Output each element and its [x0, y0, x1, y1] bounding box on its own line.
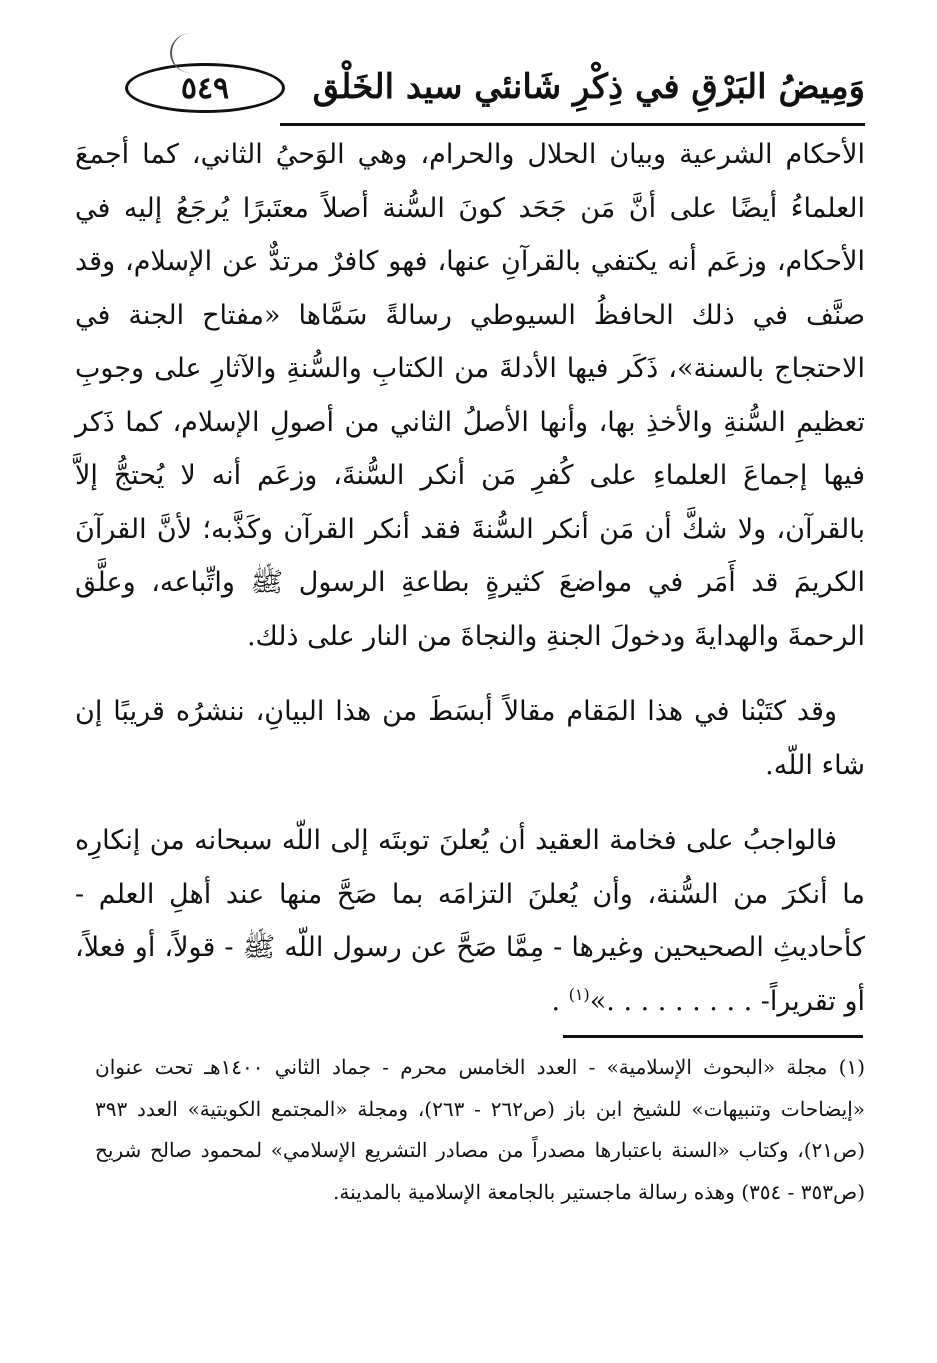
header-divider: [280, 123, 865, 126]
main-text: [75, 128, 865, 1028]
paragraph: وقد كتَبْنا في هذا المَقام مقالاً أبسَطَ من هذا البيانِ، ننشرُه قريبًا إن شاء اللّه.: [75, 696, 865, 781]
book-title: وَمِيضُ البَرْقِ في ذِكْرِ شَانئي سيد الخَلْق: [312, 67, 865, 107]
page-number: ٥٤٩: [180, 70, 230, 106]
footnote-divider: [563, 1035, 863, 1038]
ornament-curve: [170, 33, 212, 73]
footnote-reference: (١): [568, 984, 590, 1004]
footnote-text: (١) مجلة «البحوث الإسلامية» - العدد الخامس محرم - جماد الثاني ١٤٠٠هـ تحت عنوان «إيضاحات وتنبيهات» للشيخ ابن باز (ص٢٦٢ - ٢٦٣)، ومجلة «المجتمع الكويتية» العدد ٣٩٣ (ص٢١)، وكتاب «السنة باعتبارها مصدراً من مصادر التشريع الإسلامي» لمحمود صالح شريح (ص٣٥٣ - ٣٥٤) وهذه رسالة ماجستير بالجامعة الإسلامية بالمدينة.: [95, 1055, 865, 1204]
footnote-section: [95, 1047, 865, 1213]
running-header: [95, 55, 865, 125]
page-number-badge: [125, 63, 285, 113]
paragraph: [75, 814, 865, 1028]
paragraph: الأحكام الشرعية وبيان الحلال والحرام، وهي الوَحيُ الثاني، كما أجمعَ العلماءُ أيضًا على أنَّ مَن جَحَد كونَ السُّنة أصلاً معتَبرًا يُرجَعُ إليه في الأحكام، وزعَم أنه يكتفي بالقرآنِ عنها، فهو كافرٌ مرتدٌّ عن الإسلام، وقد صنَّف في ذلك الحافظُ السيوطي رسالةً سَمَّاها «مفتاح الجنة في الاحتجاج بالسنة»، ذَكَر فيها الأدلةَ من الكتابِ والسُّنةِ والآثارِ على وجوبِ تعظيمِ السُّنةِ والأخذِ بها، وأنها الأصلُ الثاني من أصولِ الإسلام، كما ذَكر فيها إجماعَ العلماءِ على كُفرِ مَن أنكر السُّنةَ، وزعَم أنه لا يُحتجُّ إلاَّ بالقرآن، ولا شكَّ أن مَن أنكر السُّنةَ فقد أنكر القرآن وكَذَّبه؛ لأنَّ القرآنَ الكريمَ قد أَمَر في مواضعَ كثيرةٍ بطاعةِ الرسول ﷺ واتِّباعه، وعلَّق الرحمةَ والهدايةَ ودخولَ الجنةِ والنجاةَ من النار على ذلك.: [75, 139, 865, 652]
paragraph-text: فالواجبُ على فخامة العقيد أن يُعلنَ توبتَه إلى اللّه سبحانه من إنكارِه ما أنكرَ من السُّنة، وأن يُعلنَ التزامَه بما صَحَّ منها عند أهلِ العلم - كأحاديثِ الصحيحين وغيرها - مِمَّا صَحَّ عن رسول اللّه ﷺ - قولاً، أو فعلاً، أو تقريراً- . . . . . . . . .»: [75, 825, 865, 1017]
trailing-dot: .: [551, 985, 561, 1017]
